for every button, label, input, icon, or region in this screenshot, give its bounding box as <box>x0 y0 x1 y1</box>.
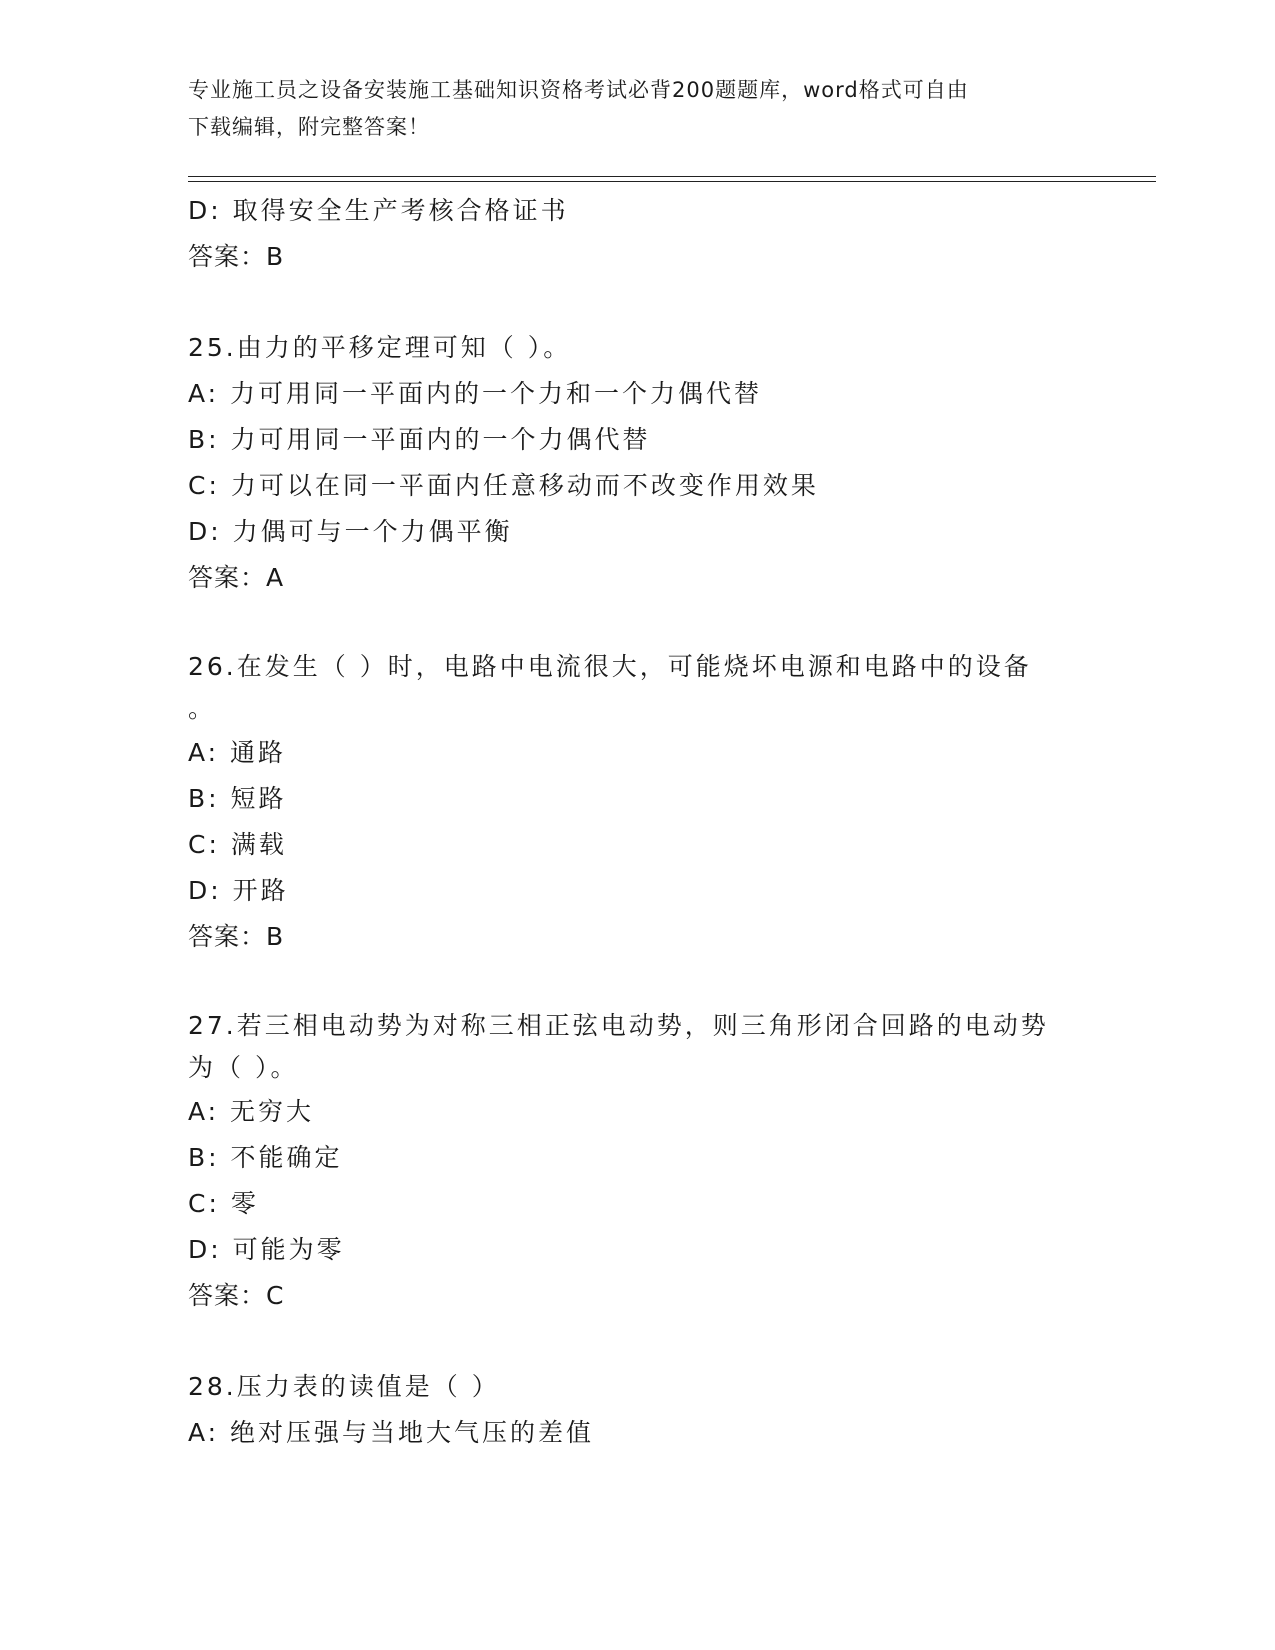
spacer <box>188 280 1088 325</box>
prev-answer: 答案：B <box>188 242 285 271</box>
spacer <box>188 1319 1088 1364</box>
question-25 <box>188 325 1088 601</box>
option-d: D: 开路 <box>188 876 289 905</box>
header-line-1: 专业施工员之设备安装施工基础知识资格考试必背200题题库，word格式可自由 <box>188 78 969 102</box>
question-stem: 27.若三相电动势为对称三相正弦电动势，则三角形闭合回路的电动势 <box>188 1011 1049 1040</box>
option-a: A: 通路 <box>188 738 287 767</box>
option-a: A: 力可用同一平面内的一个力和一个力偶代替 <box>188 379 763 408</box>
option-d: D: 可能为零 <box>188 1235 345 1264</box>
question-28 <box>188 1364 1088 1456</box>
question-stem: 28.压力表的读值是（ ） <box>188 1372 500 1401</box>
option-c: C: 满载 <box>188 830 287 859</box>
header-line-2: 下载编辑，附完整答案！ <box>188 115 430 139</box>
header-divider-bottom <box>188 181 1156 182</box>
option-c: C: 零 <box>188 1189 259 1218</box>
answer: 答案：C <box>188 1281 285 1310</box>
question-stem-continuation: 为（ ）。 <box>188 1053 299 1082</box>
spacer <box>188 601 1088 646</box>
option-b: B: 短路 <box>188 784 287 813</box>
prev-option-d: D: 取得安全生产考核合格证书 <box>188 196 569 225</box>
question-26 <box>188 646 1088 960</box>
question-27 <box>188 1005 1088 1319</box>
option-a: A: 绝对压强与当地大气压的差值 <box>188 1418 595 1447</box>
question-list <box>188 188 1088 1456</box>
question-stem: 25.由力的平移定理可知（ ）。 <box>188 333 572 362</box>
question-stem-continuation: 。 <box>188 694 217 723</box>
option-a: A: 无穷大 <box>188 1097 315 1126</box>
answer: 答案：A <box>188 563 285 592</box>
question-stem: 26.在发生（ ）时，电路中电流很大，可能烧坏电源和电路中的设备 <box>188 652 1032 681</box>
page-header <box>188 72 1088 146</box>
spacer <box>188 960 1088 1005</box>
option-b: B: 不能确定 <box>188 1143 343 1172</box>
header-divider-top <box>188 176 1156 177</box>
option-d: D: 力偶可与一个力偶平衡 <box>188 517 513 546</box>
option-b: B: 力可用同一平面内的一个力偶代替 <box>188 425 651 454</box>
answer: 答案：B <box>188 922 285 951</box>
option-c: C: 力可以在同一平面内任意移动而不改变作用效果 <box>188 471 819 500</box>
